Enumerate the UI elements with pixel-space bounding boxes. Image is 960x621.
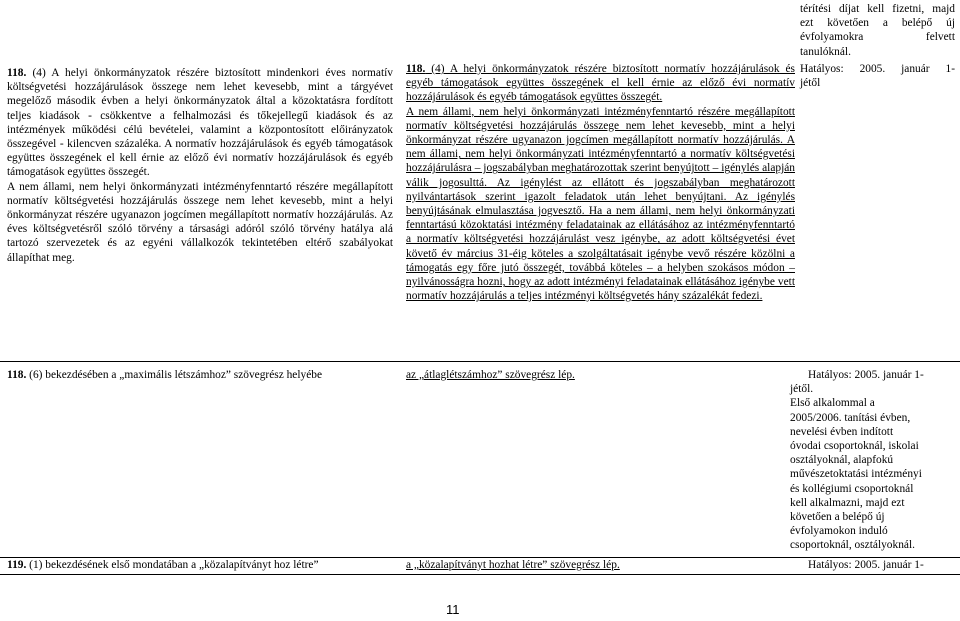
cont-line: ezt követően a belépő új	[800, 17, 955, 30]
row2-right-line: osztályoknál, alapfokú	[790, 454, 894, 467]
row2-right-line: Első alkalommal a	[790, 397, 875, 410]
row2-right-cell	[790, 368, 958, 553]
row2-middle-cell	[406, 368, 795, 382]
row3-right-cell	[808, 558, 958, 572]
row2-right-line: 2005/2006. tanítási évben,	[790, 411, 911, 424]
cont-line: tanulóknál.	[800, 45, 851, 58]
row3-middle-cell	[406, 558, 795, 572]
row2-right-line: csoportoknál, osztályoknál.	[790, 539, 915, 552]
row2-right-line: nevelési évben indított	[790, 425, 894, 438]
row2-right-line: óvodai csoportoknál, iskolai	[790, 440, 919, 453]
row2-left-cell	[7, 368, 397, 382]
row2-right-line: évfolyamokon induló	[790, 525, 888, 538]
row1-left-cell	[7, 66, 393, 265]
row1-left-p1: (4) A helyi önkormányzatok részére biztosított mindenkori éves normatív költségvetési hozzájárulások összege nem lehet kevesebb, mint a tárgyévet megelőző második évben a helyi önkormányzatok által a közoktatásra fordított teljes kiadások - csökkentve a felhalmozási és tőkejellegű kiadások és az intézmények működési célú bevételei, valamint a központosított előirányzatok összegével - kilencven százaléka.	[7, 67, 393, 151]
top-right-continuation	[800, 2, 955, 59]
row1-middle-p2: A nem állami, nem helyi önkormányzati intézményfenntartó részére megállapított normatív költségvetési hozzájárulás összege nem lehet kevesebb, mint a helyi önkormányzat részére ugyanazon jogcímen megállapított normatív hozzájárulás. A nem állami, nem helyi önkormányzati intézményfenntartó a normatív költségvetési hozzájárulásra – jogszabályban meghatározottak szerint benyújtott – igénylés alapján válik jogosulttá. Az igénylést az ellátott és jogszabályban meghatározott nyilvántartások szerint igazolt feladatok után lehet benyújtani. Az igénylés benyújtásának elmulasztása jogvesztő. Ha a nem állami, nem helyi önkormányzati fenntartású közoktatási intézmény feladatainak az ellátásához az intézményfenntartó a normatív költségvetési hozzájárulást vesz igénybe, az adott költségvetési évet követő év március 31-éig köteles a szolgáltatásait igénybe vevő részére közölni a támogatás egy főre jutó összegét, továbbá köteles – a helyben szokásos módon – nyilvánosságra hozni, hogy az adott intézményi feladatainak ellátásához igénybe vett normatív hozzájárulás a teljes intézményi költségvetés hány százalékát fedezi.	[406, 105, 795, 303]
row1-middle-cell	[406, 62, 795, 303]
row1-left-p2: A nem állami, nem helyi önkormányzati intézményfenntartó részére megállapított normatív költségvetési hozzájárulás összege nem lehet kevesebb, mint a helyi önkormányzat részére ugyanazon jogcímen megállapított normatív hozzájárulás. Az éves költségvetésről szóló törvény a társasági adóról szóló törvény hatálya alá tartozó szervezetek és az egyéni vállalkozók tekintetében eltérő szabályokat állapíthat meg.	[7, 180, 393, 264]
row-separator	[0, 361, 960, 362]
row2-right-line: jétől.	[790, 383, 814, 396]
section-number: 118.	[406, 63, 426, 75]
cont-line: térítési díjat kell fizetni, majd	[800, 3, 955, 15]
row2-right-line: követően a belépő új	[790, 511, 885, 524]
row2-right-line: művészetoktatási intézményi	[790, 468, 922, 481]
row3-left-text: (1) bekezdésének első mondatában a „közalapítványt hoz létre”	[29, 559, 319, 571]
effective-date: Hatályos: 2005. január 1-	[808, 559, 924, 571]
section-number: 118.	[7, 369, 27, 381]
effective-date: Hatályos: 2005. január 1-	[800, 63, 955, 75]
row-separator	[0, 574, 960, 575]
cont-line: évfolyamokra felvett	[800, 31, 955, 44]
row2-right-line: Hatályos: 2005. január 1-	[808, 369, 924, 381]
row1-middle-p1: (4) A helyi önkormányzatok részére biztosított normatív hozzájárulások és egyéb támogatások együttes összegének el kell érnie az előző évi normatív hozzájárulások és egyéb támogatások együttes összegét.	[406, 63, 795, 104]
row3-middle-text: a „közalapítványt hozhat létre” szövegrész lép.	[406, 559, 620, 571]
effective-date-cont: jétől	[800, 77, 821, 90]
row1-right-cell	[800, 62, 955, 90]
section-number: 119.	[7, 559, 27, 571]
row2-right-line: és kollégiumi csoportoknál	[790, 482, 914, 495]
row1-left-p1b: A normatív hozzájárulások és egyéb támogatások együttes összegének el kell érnie az előző évi normatív hozzájárulások és egyéb támogatások együttes összegét.	[7, 138, 394, 179]
row2-right-line: kell alkalmazni, majd ezt	[790, 496, 905, 509]
row3-left-cell	[7, 558, 397, 572]
row2-middle-text: az „átlaglétszámhoz” szövegrész lép.	[406, 369, 575, 381]
section-number: 118.	[7, 67, 27, 79]
page-number: 11	[446, 602, 460, 617]
row2-left-text: (6) bekezdésében a „maximális létszámhoz” szövegrész helyébe	[29, 369, 323, 381]
